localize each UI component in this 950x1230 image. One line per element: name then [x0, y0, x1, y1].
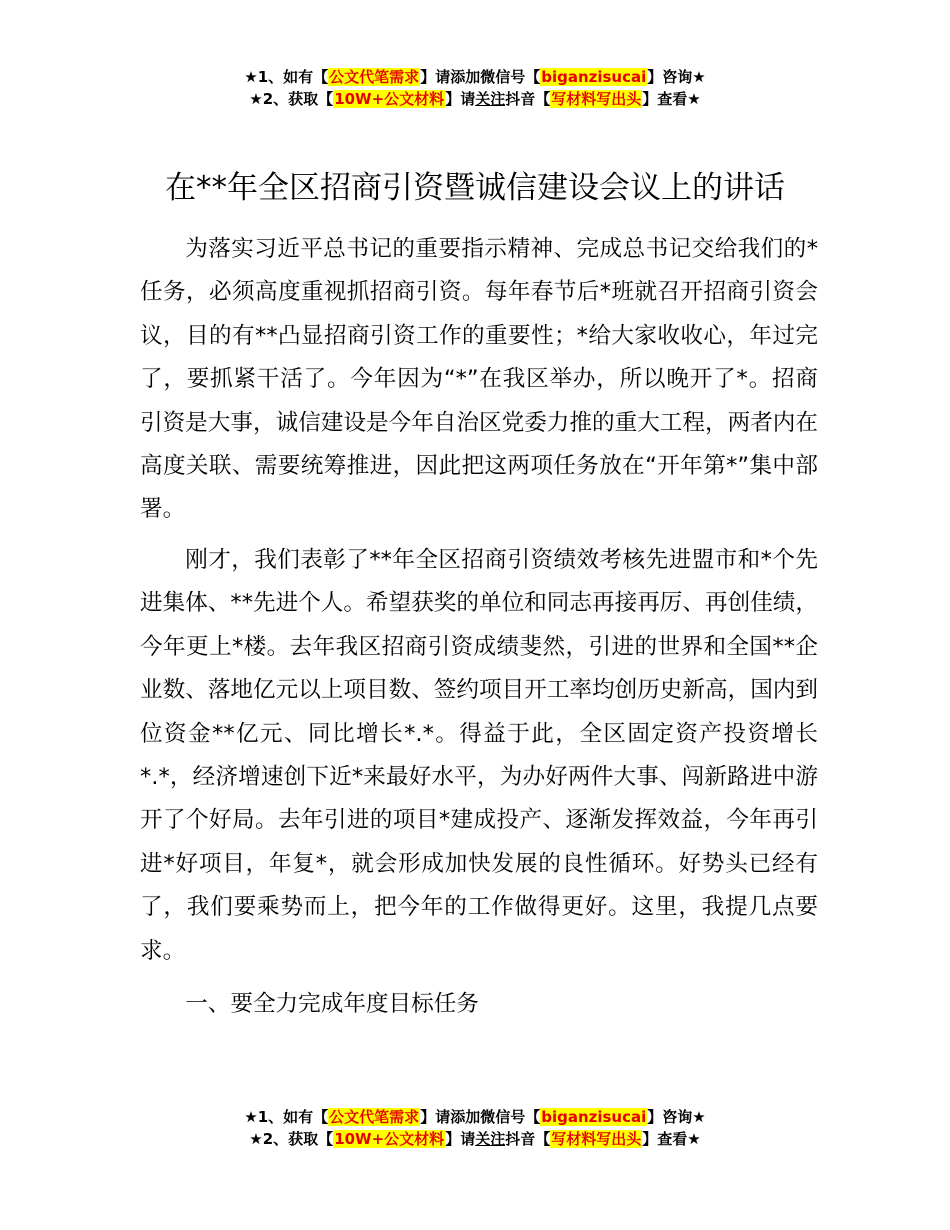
- underline-follow: 关注: [475, 90, 506, 108]
- highlight-douyin-account: 写材料写出头: [551, 1130, 642, 1148]
- banner-line-1: ★1、如有【公文代笔需求】请添加微信号【biganzisucai】咨询★: [244, 1108, 706, 1126]
- highlight-materials: 10W+公文材料: [334, 90, 445, 108]
- paragraph-text: 为落实习近平总书记的重要指示精神、完成总书记交给我们的*任务，必须高度重视抓招商引资。每年春节后*班就召开招商引资会议，目的有**凸显招商引资工作的重要性；*给大家收收心，年过完了，要抓紧干活了。今年因为“*”在我区举办，所以晚开了*。招商引资是大事，诚信建设是今年自治区党委力推的重大工程，两者内在高度关联、需要统筹推进，因此把这两项任务放在“开年第*”集中部署。: [140, 236, 818, 523]
- highlight-douyin-account: 写材料写出头: [551, 90, 642, 108]
- banner-line-2: ★2、获取【10W+公文材料】请关注抖音【写材料写出头】查看★: [249, 90, 701, 108]
- highlight-service: 公文代笔需求: [329, 68, 420, 86]
- document-title: 在**年全区招商引资暨诚信建设会议上的讲话: [165, 170, 785, 206]
- paragraph-text: 刚才，我们表彰了**年全区招商引资绩效考核先进盟市和*个先进集体、**先进个人。希望获奖的单位和同志再接再厉、再创佳绩，今年更上*楼。去年我区招商引资成绩斐然，引进的世界和全国**企业数、落地亿元以上项目数、签约项目开工率均创历史新高，国内到位资金**亿元、同比增长*.*。得益于此，全区固定资产投资增长*.*，经济增速创下近*来最好水平，为办好两件大事、闯新路进中游开了个好局。去年引进的项目*建成投产、逐渐发挥效益，今年再引进*好项目，年复*，就会形成加快发展的良性循环。好势头已经有了，我们要乘势而上，把今年的工作做得更好。这里，我提几点要求。: [140, 547, 818, 964]
- banner-line-2: ★2、获取【10W+公文材料】请关注抖音【写材料写出头】查看★: [249, 1130, 701, 1148]
- paragraph-1: [140, 228, 818, 532]
- highlight-service: 公文代笔需求: [329, 1108, 420, 1126]
- highlight-wechat-id: biganzisucai: [541, 68, 647, 86]
- highlight-wechat-id: biganzisucai: [541, 1108, 647, 1126]
- section-heading-1: 一、要全力完成年度目标任务: [185, 991, 479, 1017]
- footer-banner: [0, 1106, 950, 1150]
- header-banner: [0, 66, 950, 110]
- highlight-materials: 10W+公文材料: [334, 1130, 445, 1148]
- underline-follow: 关注: [475, 1130, 506, 1148]
- banner-line-1: ★1、如有【公文代笔需求】请添加微信号【biganzisucai】咨询★: [244, 68, 706, 86]
- paragraph-2: [140, 539, 818, 973]
